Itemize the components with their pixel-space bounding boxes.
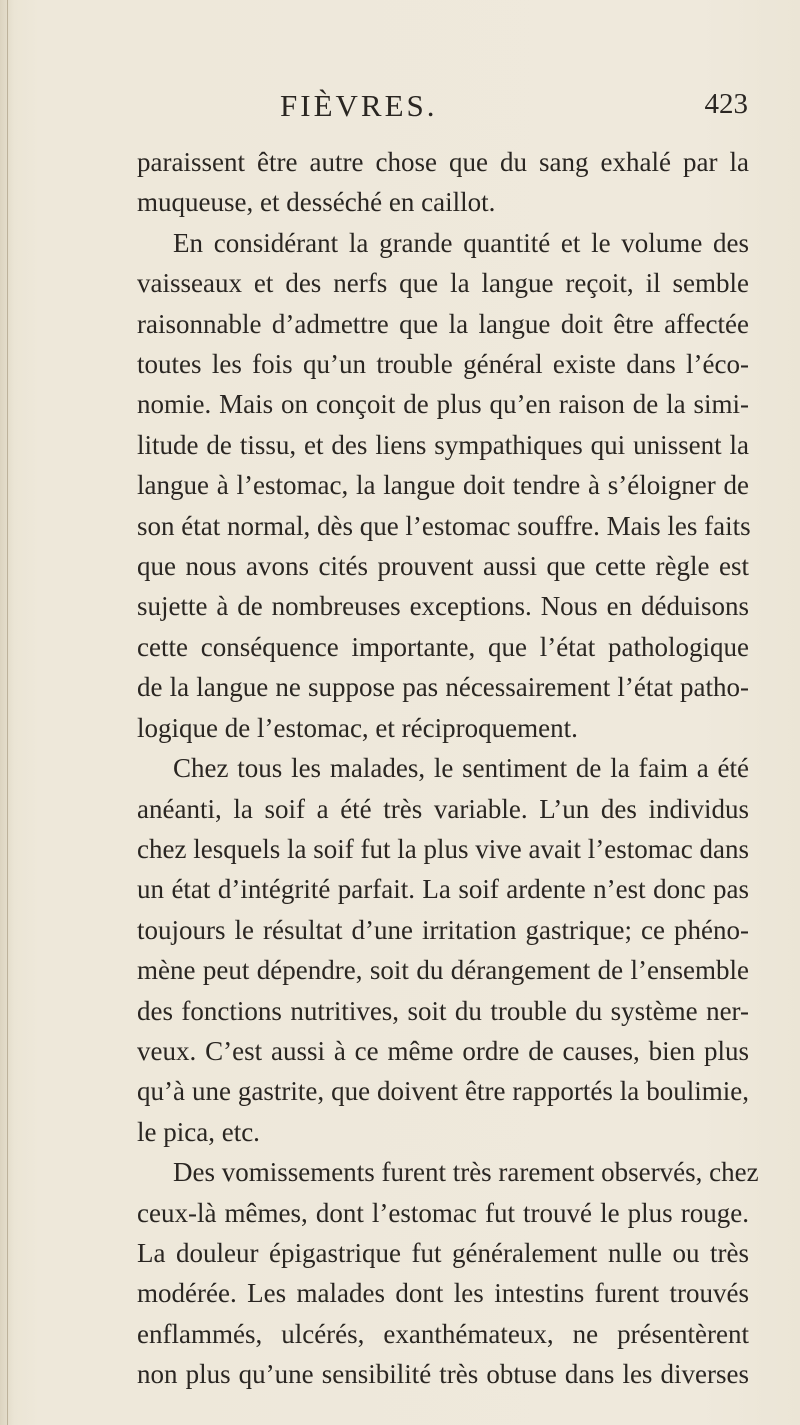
text-line: litude de tissu, et des liens sympathiques qui unissent la [137, 429, 749, 460]
text-line: ceux-là mêmes, dont l’estomac fut trouvé le plus rouge. [137, 1197, 749, 1228]
text-line: veux. C’est aussi à ce même ordre de causes, bien plus [137, 1035, 749, 1066]
page-number: 423 [704, 88, 748, 120]
text-line: qu’à une gastrite, que doivent être rapportés la boulimie, [137, 1076, 749, 1107]
text-line: sujette à de nombreuses exceptions. Nous en déduisons [137, 591, 749, 622]
text-line: chez lesquels la soif fut la plus vive avait l’estomac dans [137, 833, 749, 864]
running-head [140, 88, 748, 128]
text-line: mène peut dépendre, soit du dérangement de l’ensemble [137, 955, 749, 986]
text-line: son état normal, dès que l’estomac souffre. Mais les faits [137, 510, 751, 541]
text-line: que nous avons cités prouvent aussi que cette règle est [137, 551, 749, 582]
text-line: vaisseaux et des nerfs que la langue reçoit, il semble [137, 268, 749, 299]
text-line: de la langue ne suppose pas nécessairement l’état patho- [137, 672, 749, 703]
text-line: La douleur épigastrique fut généralement nulle ou très [137, 1237, 749, 1268]
text-line: un état d’intégrité parfait. La soif ardente n’est donc pas [137, 874, 749, 905]
body-text [137, 142, 759, 1395]
text-line: Des vomissements furent très rarement observés, chez [173, 1157, 759, 1188]
text-line: cette conséquence importante, que l’état pathologique [137, 631, 749, 662]
text-line: des fonctions nutritives, soit du trouble du système ner- [137, 995, 749, 1026]
text-line: En considérant la grande quantité et le volume des [173, 227, 749, 258]
text-line: modérée. Les malades dont les intestins furent trouvés [137, 1278, 749, 1309]
text-line: langue à l’estomac, la langue doit tendre à s’éloigner de [137, 470, 749, 501]
text-line: non plus qu’une sensibilité très obtuse dans les diverses [137, 1359, 749, 1390]
text-line: raisonnable d’admettre que la langue doit être affectée [137, 308, 749, 339]
text-line: muqueuse, et desséché en caillot. [137, 187, 496, 218]
text-line: toutes les fois qu’un trouble général existe dans l’éco- [137, 349, 749, 380]
text-line: anéanti, la soif a été très variable. L’un des individus [137, 793, 749, 824]
text-line: logique de l’estomac, et réciproquement. [137, 712, 578, 743]
page-gutter-edge [7, 0, 8, 1425]
running-head-title: FIÈVRES. [280, 88, 438, 123]
text-line: paraissent être autre chose que du sang exhalé par la [137, 147, 749, 177]
text-line: enflammés, ulcérés, exanthémateux, ne présentèrent [137, 1318, 749, 1349]
text-line: Chez tous les malades, le sentiment de la faim a été [173, 753, 749, 784]
text-line: nomie. Mais on conçoit de plus qu’en raison de la simi- [137, 389, 749, 420]
text-line: toujours le résultat d’une irritation gastrique; ce phéno- [137, 914, 749, 945]
text-line: le pica, etc. [137, 1116, 260, 1147]
